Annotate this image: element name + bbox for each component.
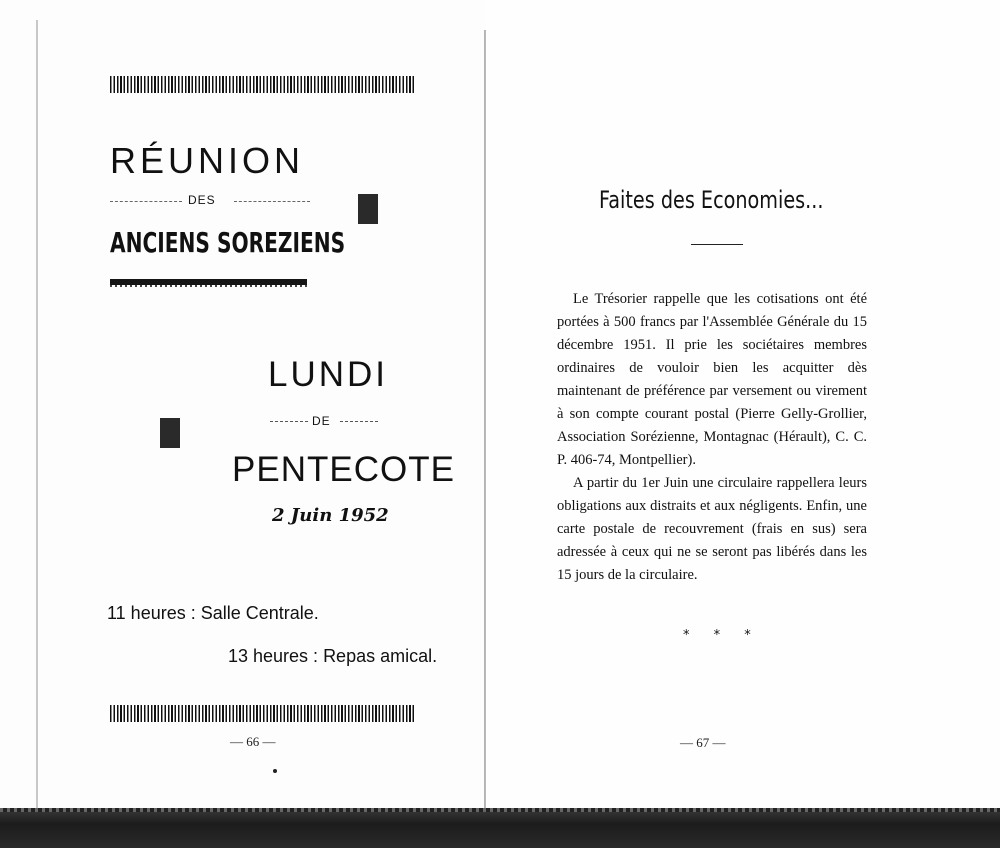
dashed-rule: [270, 421, 308, 422]
connector-de: DE: [312, 414, 331, 428]
connector-des-row: [110, 193, 310, 209]
day-heading: LUNDI: [268, 355, 389, 394]
dashed-rule: [340, 421, 378, 422]
dashed-rule: [110, 201, 182, 202]
left-page: [0, 0, 486, 810]
connector-des: DES: [188, 193, 216, 207]
paragraph: A partir du 1er Juin une circulaire rappellera leurs obligations aux distraits et aux négligents. Enfin, une carte postale de recouvrement (frais en sus) sera adressée à ceux qui ne se seront pas libérés dans les 15 jours de la circulaire.: [557, 475, 867, 583]
page-number-right: — 67 —: [680, 735, 726, 750]
asterism-ornament: * * *: [683, 628, 761, 643]
thick-rule: [110, 279, 307, 285]
square-ornament: [358, 194, 378, 224]
ink-dot: [273, 769, 277, 773]
dashed-rule: [234, 201, 310, 202]
article-title: Faites des Economies...: [599, 186, 824, 214]
top-ornament-bar: [110, 76, 415, 93]
bottom-ornament-bar: [110, 705, 415, 722]
schedule-item: 11 heures : Salle Centrale.: [107, 603, 319, 623]
page-number-left: — 66 —: [230, 734, 276, 749]
book-gutter: [484, 30, 486, 810]
square-ornament: [160, 418, 180, 448]
heading-reunion: RÉUNION: [110, 140, 305, 181]
heading-anciens-soreziens: ANCIENS SOREZIENS: [110, 226, 346, 259]
connector-de-row: [270, 414, 378, 430]
event-date: 2 Juin 1952: [272, 505, 389, 526]
schedule-item: 13 heures : Repas amical.: [228, 646, 438, 666]
feast-heading: PENTECOTE: [232, 450, 455, 489]
article-body: [557, 288, 867, 587]
page-edge: [36, 20, 38, 810]
title-rule: [691, 244, 743, 245]
scanner-shadow: [0, 808, 1000, 848]
paragraph: Le Trésorier rappelle que les cotisations ont été portées à 500 francs par l'Assemblée Générale du 15 décembre 1951. Il prie les sociétaires membres ordinaires de vouloir bien les acquitter dès maintenant de préférence par versement ou virement à son compte courant postal (Pierre Gelly-Grollier, Association Sorézienne, Montagnac (Hérault), C. C. P. 406-74, Montpellier).: [557, 291, 867, 468]
